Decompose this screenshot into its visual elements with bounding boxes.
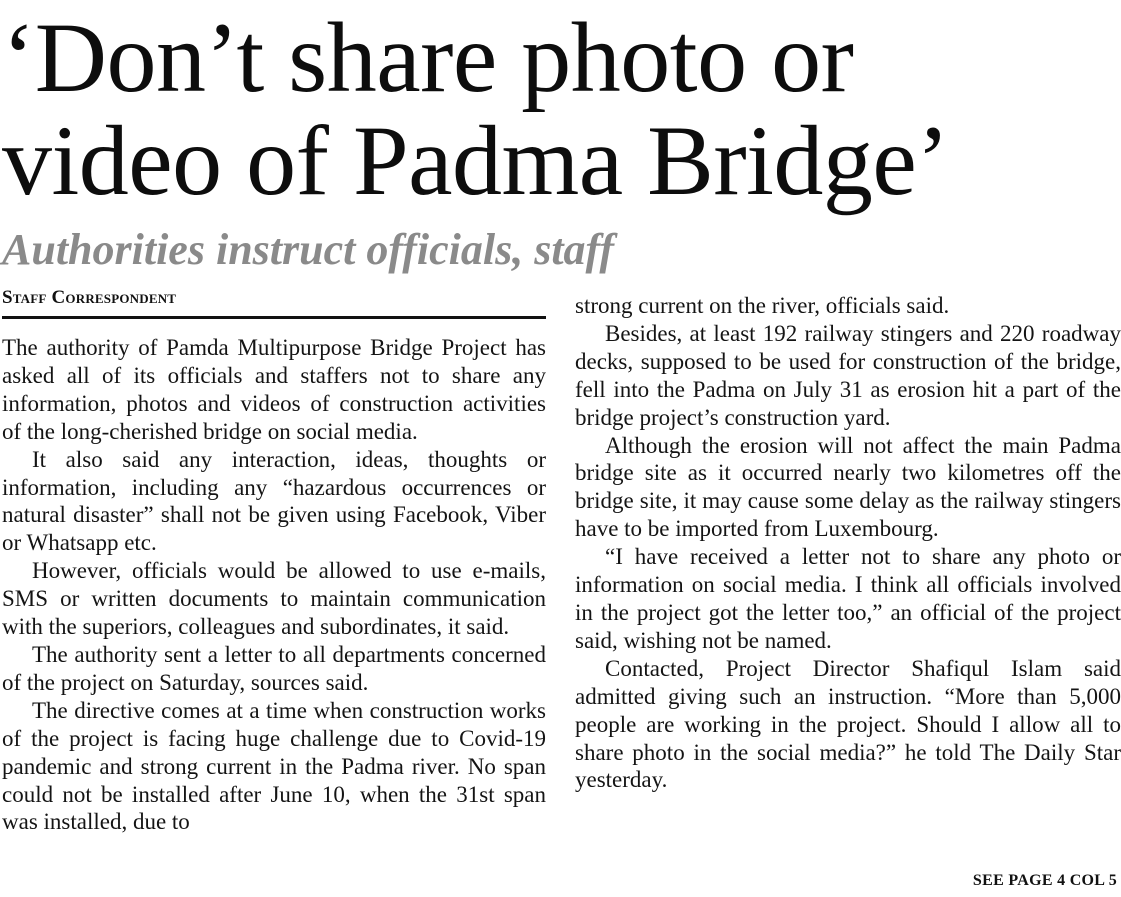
paragraph: The authority sent a letter to all departments concerned of the project on Saturday, sources said. [2, 641, 546, 695]
paragraph: Contacted, Project Director Shafiqul Islam said admitted giving such an instruction. “More than 5,000 people are working in the project. Should I allow all to share photo in the social media?” he told The Daily Star yesterday. [575, 655, 1121, 793]
paragraph: Although the erosion will not affect the main Padma bridge site as it occurred nearly two kilometres off the bridge site, it may cause some delay as the railway stingers have to be imported from Luxembourg. [575, 432, 1121, 542]
paragraph: However, officials would be allowed to use e-mails, SMS or written documents to maintain communication with the superiors, colleagues and subordinates, it said. [2, 558, 546, 640]
right-column [575, 292, 1121, 794]
paragraph: “I have received a letter not to share any photo or information on social media. I think all officials involved in the project got the letter too,” an official of the project said, wishing not be named. [575, 544, 1121, 653]
paragraph-continued: strong current on the river, officials said. [575, 293, 950, 318]
paragraph: It also said any interaction, ideas, thoughts or information, including any “hazardous occurrences or natural disaster” shall not be given using Facebook, Viber or Whatsapp etc. [2, 446, 546, 556]
continuation-jump-line: SEE PAGE 4 COL 5 [972, 872, 1117, 889]
byline: Staff Correspondent [2, 286, 546, 319]
paragraph: Besides, at least 192 railway stingers and 220 roadway decks, supposed to be used for construction of the bridge, fell into the Padma on July 31 as erosion hit a part of the bridge project’s construction yard. [575, 320, 1121, 430]
article-subheadline: Authorities instruct officials, staff [2, 225, 615, 274]
left-column [2, 334, 546, 836]
article-headline [2, 2, 1112, 216]
paragraph: The authority of Pamda Multipurpose Bridge Project has asked all of its officials and staffers not to share any information, photos and videos of construction activities of the long-cherished bridge on social media. [2, 335, 546, 444]
paragraph: The directive comes at a time when construction works of the project is facing huge challenge due to Covid-19 pandemic and strong current in the Padma river. No span could not be installed after June 10, when the 31st span was installed, due to [2, 697, 546, 835]
headline-line-1: ‘Don’t share photo or [2, 2, 854, 113]
headline-line-2: video of Padma Bridge’ [2, 105, 950, 216]
